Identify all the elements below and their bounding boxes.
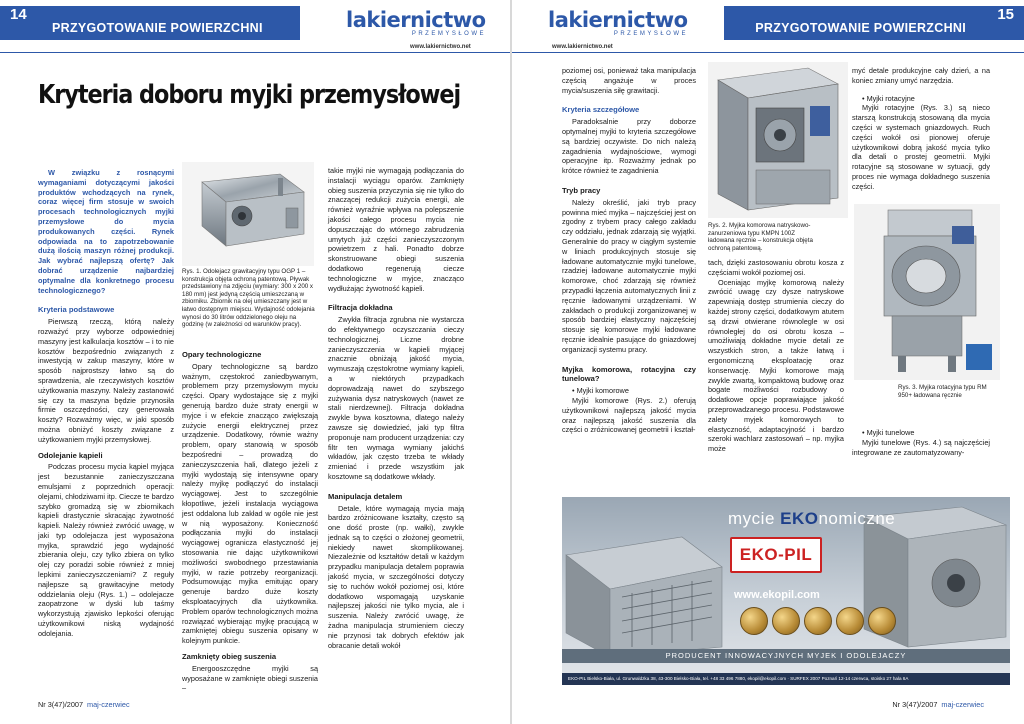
paragraph-manipulation: Detale, które wymagają mycia mają bardzo zróżnicowane kształty, często są one dość proste (np. wałki), zwykle jednak są to części o złożonej geometrii, niekiedy nawet skomplikowanej. Niezależnie od kształtów detali w każdym przypadku manipulacja detalem poprawia jakość mycia, w szczególności dotyczy się to ruchów wokół poziomej osi, które dodatkowo wspomagają uzyskanie najlepszej jakości nie tylko mycia, ale i suszenia. Należy zwrócić uwagę, że żadna manipulacja strumieniem cieczy nie przynosi tak dobrych efektów jak obracanie detali wokół bbox=[328, 503, 464, 650]
paragraph-detailed: Paradoksalnie przy doborze optymalnej myjki to kryteria szczegółowe są bardziej oczywiste. Do nich należą zagadnienia wydajnościowe, wymogi operacyjne itp. Rozważmy jednak po krótce również te zagadnienia bbox=[562, 117, 696, 176]
left-column-3 bbox=[328, 166, 464, 650]
heading-closed-drying: Zamknięty obieg suszenia bbox=[182, 651, 277, 661]
photo-oil-skimmer bbox=[182, 162, 314, 266]
footer-issue: Nr 3(47)/2007 bbox=[892, 700, 938, 709]
header-rule bbox=[512, 52, 1024, 53]
ad-website-link[interactable]: www.ekopil.com bbox=[734, 589, 820, 601]
award-medal-icon bbox=[836, 607, 864, 635]
lead-paragraph: W związku z rosnącymi wymaganiami dotyczącymi jakości produktów wchodzących na rynek, coraz więcej firm stosuje w swoich procesach technologicznych myjki przemysłowe do mycia produkowanych części. Rynek odpowiada na to zapotrzebowanie dużą ilością maszyn różnej produkcji. Jak wybrać najlepszą ofertę? Jak dobrać urządzenie najbardziej optymalne dla konkretnego procesu technologicznego? bbox=[38, 168, 174, 295]
award-medal-icon bbox=[804, 607, 832, 635]
page-number: 14 bbox=[10, 6, 27, 23]
ekopil-advertisement[interactable] bbox=[562, 497, 1010, 685]
website: www.lakiernictwo.net bbox=[410, 44, 471, 50]
paragraph-basic: Pierwszą rzeczą, którą należy rozważyć przy wyborze odpowiedniej maszyny jest kalkulacja kosztów – i to nie kosztów bezpośrednio związanych z inwestycją w zakup maszyny, które w sposób najprostszy łatwo są do sprawdzenia, ale rzeczywistych kosztów użytkowania maszyny. Należy zastanowić się czy ta maszyna będzie przynosiła firmie oszczędności, czy generowała koszty? Rozważmy więc, w jaki sposób można obniżyć koszty związane z użytkowaniem myjki przemysłowej. bbox=[38, 317, 174, 444]
ekopil-logo: EKO-PIL bbox=[730, 537, 822, 573]
paragraph-vapours: Opary technologiczne są bardzo ważnym, częstokroć zaniedbywanym, problemem przy przemysłowym myciu części. Opary wydostające się z myjki generują bardzo duże straty energii w myjce i w efekcie znacząco zwiększają zużycie energii elektrycznej przez urządzenie. Dodatkowy, równie ważny problem, opary stanowią w sposób bezpośredni – prowadzą do zanieczyszczenia hali, dlatego jeżeli z myjki wydostają się intensywne opary należy myjkę podłączyć do instalacji wyciągowej. Jest to szczególnie kłopotliwe, jeżeli instalacja wyciągowa jest oddalona lub zakład w ogóle nie jest w nią wyposażony. Konieczność podłączania myjki do instalacji wyciągowej ogranicza elastyczność jej stosowania nie dając użytkownikowi możliwości swobodnego przestawiania myjki, w razie potrzeby reorganizacji. Podsumowując myjka emitując opary generuje bardzo duże koszty eksploatacyjnych dla użytkownika. Problem oparów technologicznych można rozwiązać wybierając myjkę pracującą w zamkniętej obiegu suszenia opisany w kolejnym punkcie. bbox=[182, 361, 318, 646]
logo-sub: PRZEMYSŁOWE bbox=[411, 31, 486, 37]
heading-basic: Kryteria podstawowe bbox=[38, 305, 115, 315]
paragraph-chamber-end: myć detale produkcyjne cały dzień, a na koniec zmiany umyć narzędzia. bbox=[852, 66, 990, 85]
ad-slogan-c: nomiczne bbox=[818, 509, 896, 528]
bullet-rotary: • Myjki rotacyjne bbox=[862, 93, 915, 103]
award-medal-icon bbox=[868, 607, 896, 635]
left-header bbox=[0, 0, 512, 50]
rotary-washer-image bbox=[854, 204, 1000, 380]
ad-slogan-a: mycie bbox=[728, 509, 781, 528]
right-header bbox=[512, 0, 1024, 50]
paragraph-tunnel: Myjki tunelowe (Rys. 4.) są najczęściej integrowane ze zautomatyzowany- bbox=[852, 437, 990, 457]
award-medal-icon bbox=[740, 607, 768, 635]
paragraph-chamber: Myjki komorowe (Rys. 2.) oferują użytkownikowi najlepszą jakość mycia oraz najlepszą jakość suszenia dla części o zróżnicowanej geometrii i kształ- bbox=[562, 395, 696, 435]
logo-main: lakiernictwo bbox=[346, 8, 486, 32]
ad-tagline: PRODUCENT INNOWACYJNYCH MYJEK I ODOLEJACZY bbox=[562, 649, 1010, 663]
right-column-1 bbox=[562, 66, 696, 435]
heading-chamber-rotary-tunnel: Myjka komorowa, rotacyjna czy tunelowa? bbox=[562, 364, 696, 384]
paragraph-filtration: Zwykła filtracja zgrubna nie wystarcza do efektywnego oczyszczania cieczy technologicznej. Liczne drobne zanieczyszczenia w kąpieli myjącej znacznie obniżają jakość mycia, wymuszają częstokrotne wymiany kąpieli, a w niektórych przypadkach doprowadzają nawet do szybszego zużywania dysz natryskowych (nawet ze stali nierdzewnej). Filtracja dokładna zwykle bywa kosztowna, dlatego należy zawsze się dowiedzieć, jaki typ filtra proponuje nam producent urządzenia: czy filtr ten wymaga wymiany jakichś wkładów, jak często trzeba te wkłady zmieniać i przede wszystkim jak kosztowne są dodatkowe wkłady. bbox=[328, 315, 464, 481]
section-title: PRZYGOTOWANIE POWIERZCHNI bbox=[755, 21, 966, 35]
bullet-chamber: • Myjki komorowe bbox=[572, 386, 629, 396]
photo-chamber-washer bbox=[708, 62, 848, 218]
caption-figure-3: Rys. 3. Myjka rotacyjna typu RM 950+ ładowana ręcznie bbox=[898, 384, 987, 399]
ad-contact-line: EKO-PIL Bielsko-Biała, ul. Grunwaldzka 38, 43-300 Bielsko-Biała, tel. +48 33 496 7880, ekopil@ekopil.com · SURFEX 2007 Poznań 12-14 czerwca, stoisko 27 hala 6A bbox=[562, 673, 1010, 685]
footer-date: maj-czerwiec bbox=[941, 700, 984, 709]
right-column-3-lower bbox=[852, 428, 990, 457]
left-column-2 bbox=[182, 344, 318, 693]
paragraph-chamber-evaluation: Oceniając myjkę komorową należy zwrócić uwagę czy dysze natryskowe zapewniają dostęp strumienia cieczy do każdej strony części, dodatkowym atutem są drzwi otwierane równolegle w osi równoległej do osi obrotu kosza – umożliwiają dokładne mycie detali ze wszystkich stron, a także łatwą i ergonomiczną eksploatację oraz konserwację. Myjki komorowe mają zwykle zwartą, kompaktową budowę oraz bogate możliwości rozbudowy o dodatkowe opcje poprawiające jakość przeprowadzanego procesu. Podstawowe zalety myjek komorowych to elastyczność, adaptacyjność i bardzo szeroki wachlarz zastosowań – np. myjka może bbox=[708, 277, 844, 454]
page-number: 15 bbox=[997, 6, 1014, 23]
chamber-washer-image bbox=[708, 62, 848, 218]
heading-manipulation: Manipulacja detalem bbox=[328, 491, 403, 501]
caption-figure-2: Rys. 2. Myjka komorowa natryskowo-zanurzeniowa typu KMPN 100Z ładowana ręcznie – konstrukcja objęta ochroną patentową. bbox=[708, 222, 813, 252]
left-footer bbox=[38, 700, 130, 709]
heading-oil: Odolejanie kąpieli bbox=[38, 450, 103, 460]
footer-issue: Nr 3(47)/2007 bbox=[38, 700, 84, 709]
magazine-logo bbox=[548, 10, 688, 38]
bullet-tunnel: • Myjki tunelowe bbox=[862, 428, 915, 437]
footer-date: maj-czerwiec bbox=[87, 700, 130, 709]
left-column-1 bbox=[38, 168, 174, 639]
right-column-2 bbox=[708, 258, 844, 454]
paragraph-work-mode: Należy określić, jaki tryb pracy powinna mieć myjka – najczęściej jest on zgodny z trybem pracy całego zakładu czy oddziału, jednak zdarzają się wyjątki. Generalnie do pracy w ciągłym systemie w liniach produkcyjnych stosuje się ładowane automatycznie myjki tunelowe, rzadziej ładowane automatycznie myjki komorowe, choć zdarzają się również przypadki łączenia automatycznych linii z ręcznie ładowanymi urządzeniami. W zakładach o produkcji zorganizowanej w sposób bardziej elastyczny najczęściej stosuje się komorowe myjki ładowane ręcznie idealnie pasujące do gniazdowej organizacji systemu pracy. bbox=[562, 197, 696, 354]
paragraph-manipulation-cont: poziomej osi, ponieważ taka manipulacja częścią angażuje w proces mycia/suszenia siłę grawitacji. bbox=[562, 66, 696, 95]
right-footer bbox=[892, 700, 984, 709]
paragraph-oil: Podczas procesu mycia kąpiel myjąca jest bezustannie zanieczyszczana emulsjami z poprzednich operacji: olejami, chłodziwami itp. Ciecze te bardzo szybko gromadzą się w zbiornikach kąpieli drastycznie skracając żywotność kąpieli. Należy również zwrócić uwagę, w jaki typ odolejacza jest wyposażona myjka, sprawdzić jego wydajność zbierania oleju, czy tylko zbiera on tylko olej czy poradzi sobie również z mniej lepkimi zanieczyszczeniami? Z reguły najlepsze są grawitacyjne metody oddzielania oleju (Rys. 1.) – odolejacze zaopatrzone w dyski lub taśmy wykorzystują zjawisko lepkości oferując użytkownikowi niską wydajność odolejania. bbox=[38, 462, 174, 638]
oil-skimmer-image bbox=[182, 162, 314, 266]
heading-filtration: Filtracja dokładna bbox=[328, 303, 393, 313]
article-title: Kryteria doboru myjki przemysłowej bbox=[38, 80, 461, 110]
ad-slogan-b: EKO bbox=[780, 509, 819, 528]
paragraph-chamber-cont: tach, dzięki zastosowaniu obrotu kosza z częściami wokół poziomej osi. bbox=[708, 258, 844, 277]
heading-detailed: Kryteria szczegółowe bbox=[562, 105, 640, 115]
paragraph-rotary: Myjki rotacyjne (Rys. 3.) są nieco starszą konstrukcją stosowaną dla mycia części w systemach gniazdowych. Ruch części wokół osi pionowej oferuje użytkownikowi dobrą jakość mycia tylko dla detali o prostej geometrii. Myjki rotacyjne są stosowane w sytuacji, gdy proces nie wymaga dokładnego suszenia części. bbox=[852, 103, 990, 191]
photo-rotary-washer bbox=[854, 204, 1000, 380]
right-column-3 bbox=[852, 66, 990, 192]
logo-sub: PRZEMYSŁOWE bbox=[613, 31, 688, 37]
paragraph-closed-drying-cont: takie myjki nie wymagają podłączania do instalacji wyciągu oparów. Zamknięty obieg suszenia przyczynia się nie tylko do znaczącej redukcji zużycia energii, ale również wyraźnie wpływa na polepszenie jakości całego procesu mycia nie dopuszczając do wtórnego zabrudzenia umytych już części zanieczyszczonym powietrzem z hali. Ponadto dobrze skonstruowane obiegi suszenia dodatkowo regenerują ciecze technologiczne w myjce, znacząco wydłużając żywotność kąpieli. bbox=[328, 166, 464, 293]
section-title: PRZYGOTOWANIE POWIERZCHNI bbox=[52, 21, 263, 35]
logo-main: lakiernictwo bbox=[548, 8, 688, 32]
heading-work-mode: Tryb pracy bbox=[562, 185, 601, 195]
paragraph-closed-drying: Energooszczędne myjki są wyposażane w zamknięte obiegi suszenia – bbox=[182, 663, 318, 693]
caption-figure-1: Rys. 1. Odolejacz grawitacyjny typu OGP 1 – konstrukcja objęta ochroną patentową. Pływak przedstawiony na zdjęciu (wymiary: 300 x 200 x 180 mm) jest jedyną częścią umieszczaną w zbiorniku. Zbiornik na olej umieszczany jest w łatwo dostępnym miejscu. Wydajność odolejania wynosi do 30 litrów oddzielonego oleju na godzinę (w zależności od warunków pracy). bbox=[182, 268, 315, 329]
website: www.lakiernictwo.net bbox=[552, 44, 613, 50]
heading-vapours: Opary technologiczne bbox=[182, 350, 262, 359]
ad-slogan bbox=[728, 509, 895, 529]
magazine-logo bbox=[346, 10, 486, 38]
award-medal-icon bbox=[772, 607, 800, 635]
header-rule bbox=[0, 52, 512, 53]
